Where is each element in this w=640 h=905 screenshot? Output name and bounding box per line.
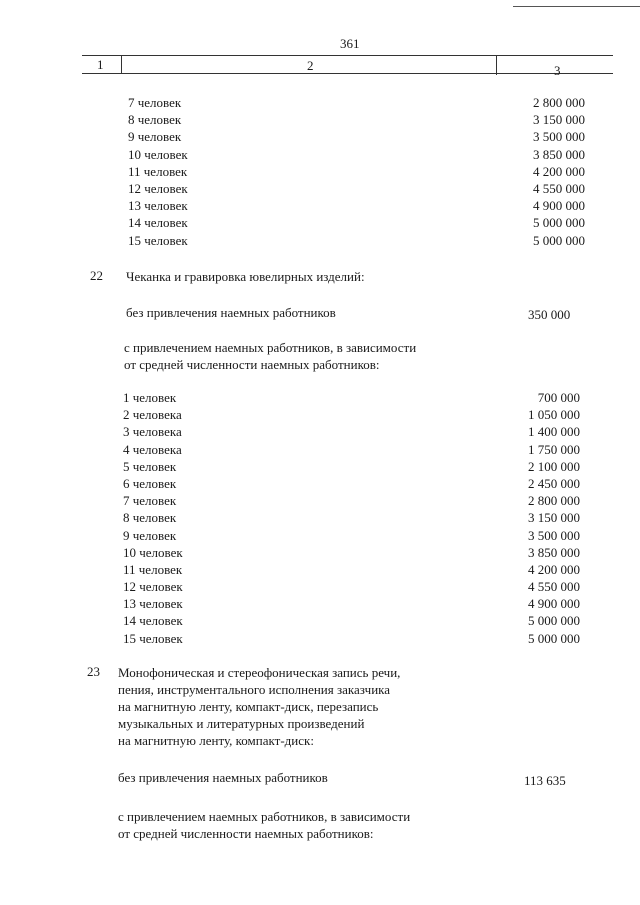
row-label: 6 человек (123, 475, 177, 491)
row-label: 7 человек (128, 95, 182, 110)
list-item (123, 595, 580, 612)
row-label: 5 человек (123, 458, 177, 474)
list-item (123, 561, 580, 578)
row-label: 8 человек (123, 510, 177, 526)
row-label: 15 человек (123, 630, 183, 646)
list-item (128, 180, 585, 197)
list-item (128, 146, 585, 163)
row-amount: 3 500 000 (533, 129, 585, 145)
row-amount: 4 550 000 (528, 579, 580, 595)
item-23-without-workers-amount: 113 635 (524, 773, 566, 788)
row-amount: 5 000 000 (528, 613, 580, 629)
row-amount: 2 800 000 (528, 493, 580, 509)
row-label: 12 человек (123, 579, 183, 595)
row-amount: 1 050 000 (528, 407, 580, 423)
list-item (123, 441, 580, 458)
item-22-title: Чеканка и гравировка ювелирных изделий: (126, 269, 365, 284)
row-label: 11 человек (128, 163, 188, 179)
row-amount: 3 500 000 (528, 527, 580, 543)
list-item (123, 527, 580, 544)
list-item (123, 475, 580, 492)
row-label: 8 человек (128, 112, 182, 128)
list-item (123, 509, 580, 526)
list-item (123, 458, 580, 475)
row-label: 13 человек (123, 596, 183, 612)
row-amount: 1 750 000 (528, 441, 580, 457)
row-label: 13 человек (128, 198, 188, 214)
item-23-title: Монофоническая и стереофоническая запись речи, пения, инструментального исполнения заказчика на магнитную ленту, компакт-диск, перезапись музыкальных и литературных произведений на магнитную ленту, компакт-диск: (118, 665, 401, 748)
row-label: 3 человека (123, 424, 182, 440)
header-bottom-line (82, 73, 613, 74)
row-amount: 3 850 000 (528, 544, 580, 560)
row-amount: 1 400 000 (528, 424, 580, 440)
top-rule (513, 6, 640, 7)
list-item (123, 612, 580, 629)
row-amount: 4 200 000 (533, 163, 585, 179)
row-label: 15 человек (128, 232, 188, 248)
list-item (128, 163, 585, 180)
item-22-without-workers-amount: 350 000 (528, 307, 571, 322)
header-col-2: 2 (307, 58, 314, 73)
header-divider-1 (121, 55, 122, 74)
row-label: 1 человек (123, 390, 177, 405)
row-amount: 2 100 000 (528, 458, 580, 474)
row-amount: 4 900 000 (528, 596, 580, 612)
row-amount: 3 850 000 (533, 146, 585, 162)
list-item (123, 406, 580, 423)
list-item (128, 232, 585, 249)
row-label: 14 человек (128, 215, 188, 231)
item-23-without-workers: без привлечения наемных работников (118, 770, 328, 785)
row-label: 7 человек (123, 493, 177, 509)
list-item (123, 492, 580, 509)
list-item (128, 94, 585, 111)
list-item (128, 197, 585, 214)
row-label: 10 человек (123, 544, 183, 560)
row-amount: 3 150 000 (533, 112, 585, 128)
list-item (128, 214, 585, 231)
row-amount: 5 000 000 (533, 215, 585, 231)
list-item (128, 128, 585, 145)
item-23-number: 23 (87, 664, 100, 679)
header-top-line (82, 55, 613, 56)
list-item (123, 578, 580, 595)
item-22-with-workers: с привлечением наемных работников, в зависимости от средней численности наемных работников: (124, 340, 417, 372)
row-amount: 2 450 000 (528, 475, 580, 491)
row-label: 10 человек (128, 146, 188, 162)
list-item (123, 423, 580, 440)
row-label: 9 человек (128, 129, 182, 145)
item-22-rate-list (123, 389, 580, 647)
row-amount: 5 000 000 (528, 630, 580, 646)
continued-rate-list (128, 94, 585, 249)
list-item (123, 544, 580, 561)
row-amount: 4 200 000 (528, 561, 580, 577)
item-22-without-workers: без привлечения наемных работников (126, 305, 336, 320)
row-label: 12 человек (128, 180, 188, 196)
page-number: 361 (340, 36, 360, 51)
list-item (123, 389, 580, 406)
header-col-3: 3 (554, 63, 561, 78)
list-item (128, 111, 585, 128)
row-amount: 4 900 000 (533, 198, 585, 214)
row-label: 14 человек (123, 613, 183, 629)
table-header (82, 55, 613, 77)
item-22-number: 22 (90, 268, 103, 283)
header-col-1: 1 (97, 57, 104, 72)
item-23-with-workers: с привлечением наемных работников, в зависимости от средней численности наемных работников: (118, 809, 411, 841)
list-item (123, 630, 580, 647)
row-amount: 4 550 000 (533, 180, 585, 196)
row-amount: 700 000 (537, 390, 580, 405)
row-label: 4 человека (123, 441, 182, 457)
row-amount: 2 800 000 (533, 95, 585, 110)
row-label: 2 человека (123, 407, 182, 423)
row-label: 11 человек (123, 561, 183, 577)
row-label: 9 человек (123, 527, 177, 543)
row-amount: 5 000 000 (533, 232, 585, 248)
header-divider-2 (496, 55, 497, 75)
row-amount: 3 150 000 (528, 510, 580, 526)
